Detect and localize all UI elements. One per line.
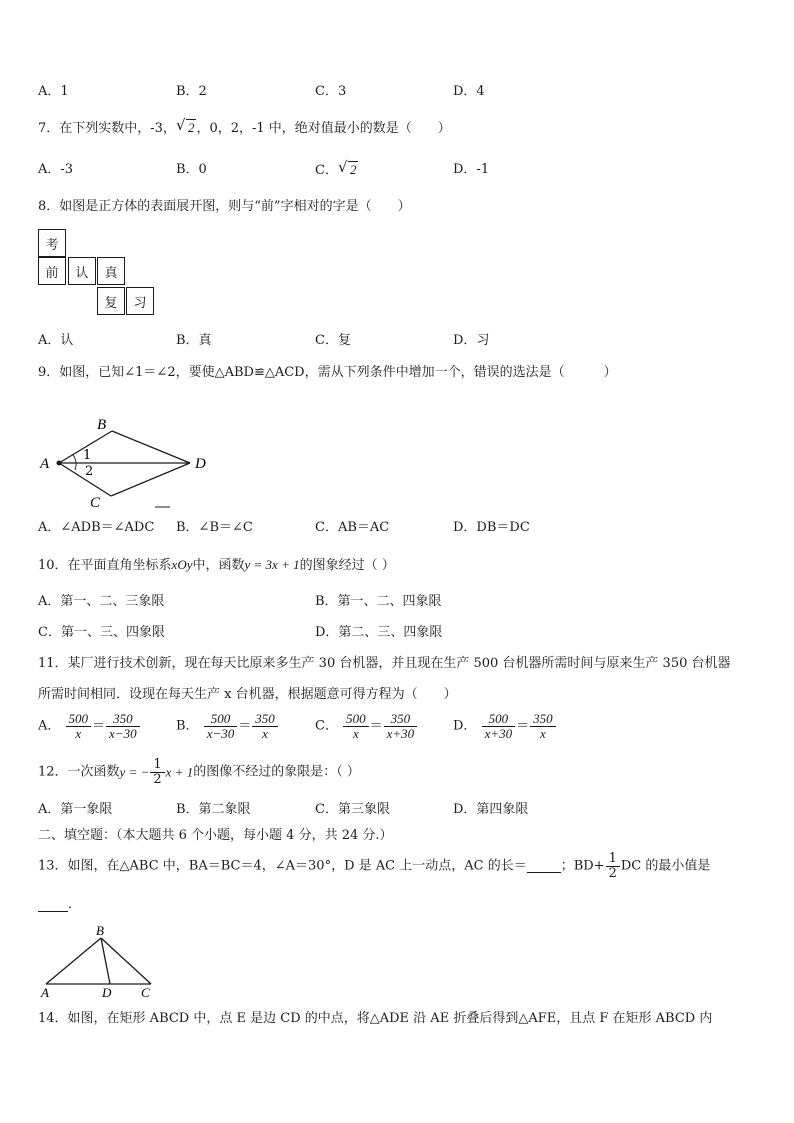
q11-option-b: B． $\frac{500}{x-30}$ ＝ $\frac{350}{x}$ (176, 712, 279, 740)
label-a: A (41, 985, 49, 1000)
q6-option-a: A．1 (38, 84, 69, 99)
q9-stem: 9．如图，已知∠1＝∠2，要使△ABD≌△ACD，需从下列条件中增加一个，错误的选法是（ ） (38, 365, 617, 380)
net-cell: 真 (97, 257, 125, 285)
q10-option-c: C．第一、三、四象限 (38, 625, 165, 640)
label-a: A (40, 456, 50, 472)
q13-answer-line: ． (38, 898, 81, 912)
sqrt-two: √ 2 (175, 116, 195, 135)
q8-stem: 8．如图是正方体的表面展开图，则与“前”字相对的字是（ ） (38, 199, 411, 214)
q8-option-d: D．习 (453, 333, 490, 348)
q7-option-c: C． √ 2 (315, 158, 357, 178)
cube-net-figure (38, 229, 158, 317)
answer-blank (38, 898, 68, 912)
q10-stem: 10．在平面直角坐标系xOy中，函数y = 3x + 1的图象经过（ ） (38, 557, 395, 573)
q9-option-c: C．AB＝AC (315, 520, 390, 535)
q10-option-b: B．第一、二、四象限 (315, 594, 442, 609)
angle-1-label: 1 (83, 448, 92, 463)
q8-option-c: C．复 (315, 333, 351, 348)
angle-2-label: 2 (85, 464, 94, 479)
q11-option-c: C． $\frac{500}{x}$ ＝ $\frac{350}{x+30}$ (315, 712, 418, 740)
q13-stem: 13．如图，在△ABC 中，BA＝BC＝4，∠A＝30°，D 是 AC 上一动点，AC 的长＝ ；BD+ $\frac{1}{2}$ DC 的最小值是 (38, 851, 711, 881)
q12-option-b: B．第二象限 (176, 802, 251, 817)
net-cell: 前 (38, 257, 66, 285)
q7-stem-part2: ，0，2，-1 中，绝对值最小的数是（ ） (196, 121, 451, 136)
q8-option-b: B．真 (176, 333, 212, 348)
net-cell: 认 (68, 257, 96, 285)
q11-option-d: D． $\frac{500}{x+30}$ ＝ $\frac{350}{x}$ (453, 712, 557, 740)
q11-stem-line2: 所需时间相同．设现在每天生产 x 台机器，根据题意可得方程为（ ） (38, 687, 457, 702)
q8-option-a: A．认 (38, 333, 74, 348)
q6-option-b: B．2 (176, 84, 207, 99)
q7-stem (38, 116, 451, 136)
q12-stem: 12．一次函数y = − $\frac{1}{2}$ x + 1的图像不经过的象限是：（ ） (38, 757, 360, 787)
q6-option-d: D．4 (453, 84, 485, 99)
net-cell: 考 (38, 229, 66, 257)
q12-option-c: C．第三象限 (315, 802, 390, 817)
triangle-figure (36, 922, 160, 1002)
q11-option-a: A． $\frac{500}{x}$ ＝ $\frac{350}{x-30}$ (38, 712, 141, 740)
label-d: D (102, 985, 112, 1000)
q11-stem-line1: 11．某厂进行技术创新，现在每天比原来多生产 30 台机器，并且现在生产 500 台机器所需时间与原来生产 350 台机器 (38, 656, 731, 671)
function-expression: y = 3x + 1 (244, 557, 300, 572)
answer-blank (527, 859, 561, 873)
q7-option-a: A．-3 (38, 162, 74, 177)
net-cell: 习 (126, 287, 154, 315)
q7-option-b: B．0 (176, 162, 207, 177)
label-d: D (195, 456, 206, 472)
label-b: B (96, 923, 104, 938)
q14-stem: 14．如图，在矩形 ABCD 中，点 E 是边 CD 的中点，将△ADE 沿 AE 折叠后得到△AFE，且点 F 在矩形 ABCD 内 (38, 1011, 713, 1026)
section-heading: 二、填空题：（本大题共 6 个小题，每小题 4 分，共 24 分.） (38, 828, 393, 843)
label-c: C (90, 495, 101, 511)
coord-system: xOy (171, 557, 193, 572)
q6-option-c: C．3 (315, 84, 347, 99)
sqrt-two: √ 2 (337, 158, 357, 177)
q12-option-a: A．第一象限 (38, 802, 113, 817)
q7-stem-part1: 7．在下列实数中，-3， (38, 121, 176, 136)
net-cell: 复 (97, 287, 125, 315)
q9-option-d: D．DB＝DC (453, 520, 530, 535)
q9-option-a: A．∠ADB＝∠ADC (38, 520, 155, 535)
kite-figure (36, 412, 216, 512)
q10-option-d: D．第二、三、四象限 (315, 625, 443, 640)
q10-option-a: A．第一、二、三象限 (38, 594, 165, 609)
label-c: C (141, 985, 150, 1000)
q12-option-d: D．第四象限 (453, 802, 529, 817)
q9-option-b: B．∠B＝∠C (176, 520, 253, 535)
q7-option-d: D．-1 (453, 162, 490, 177)
label-b: B (97, 417, 107, 433)
